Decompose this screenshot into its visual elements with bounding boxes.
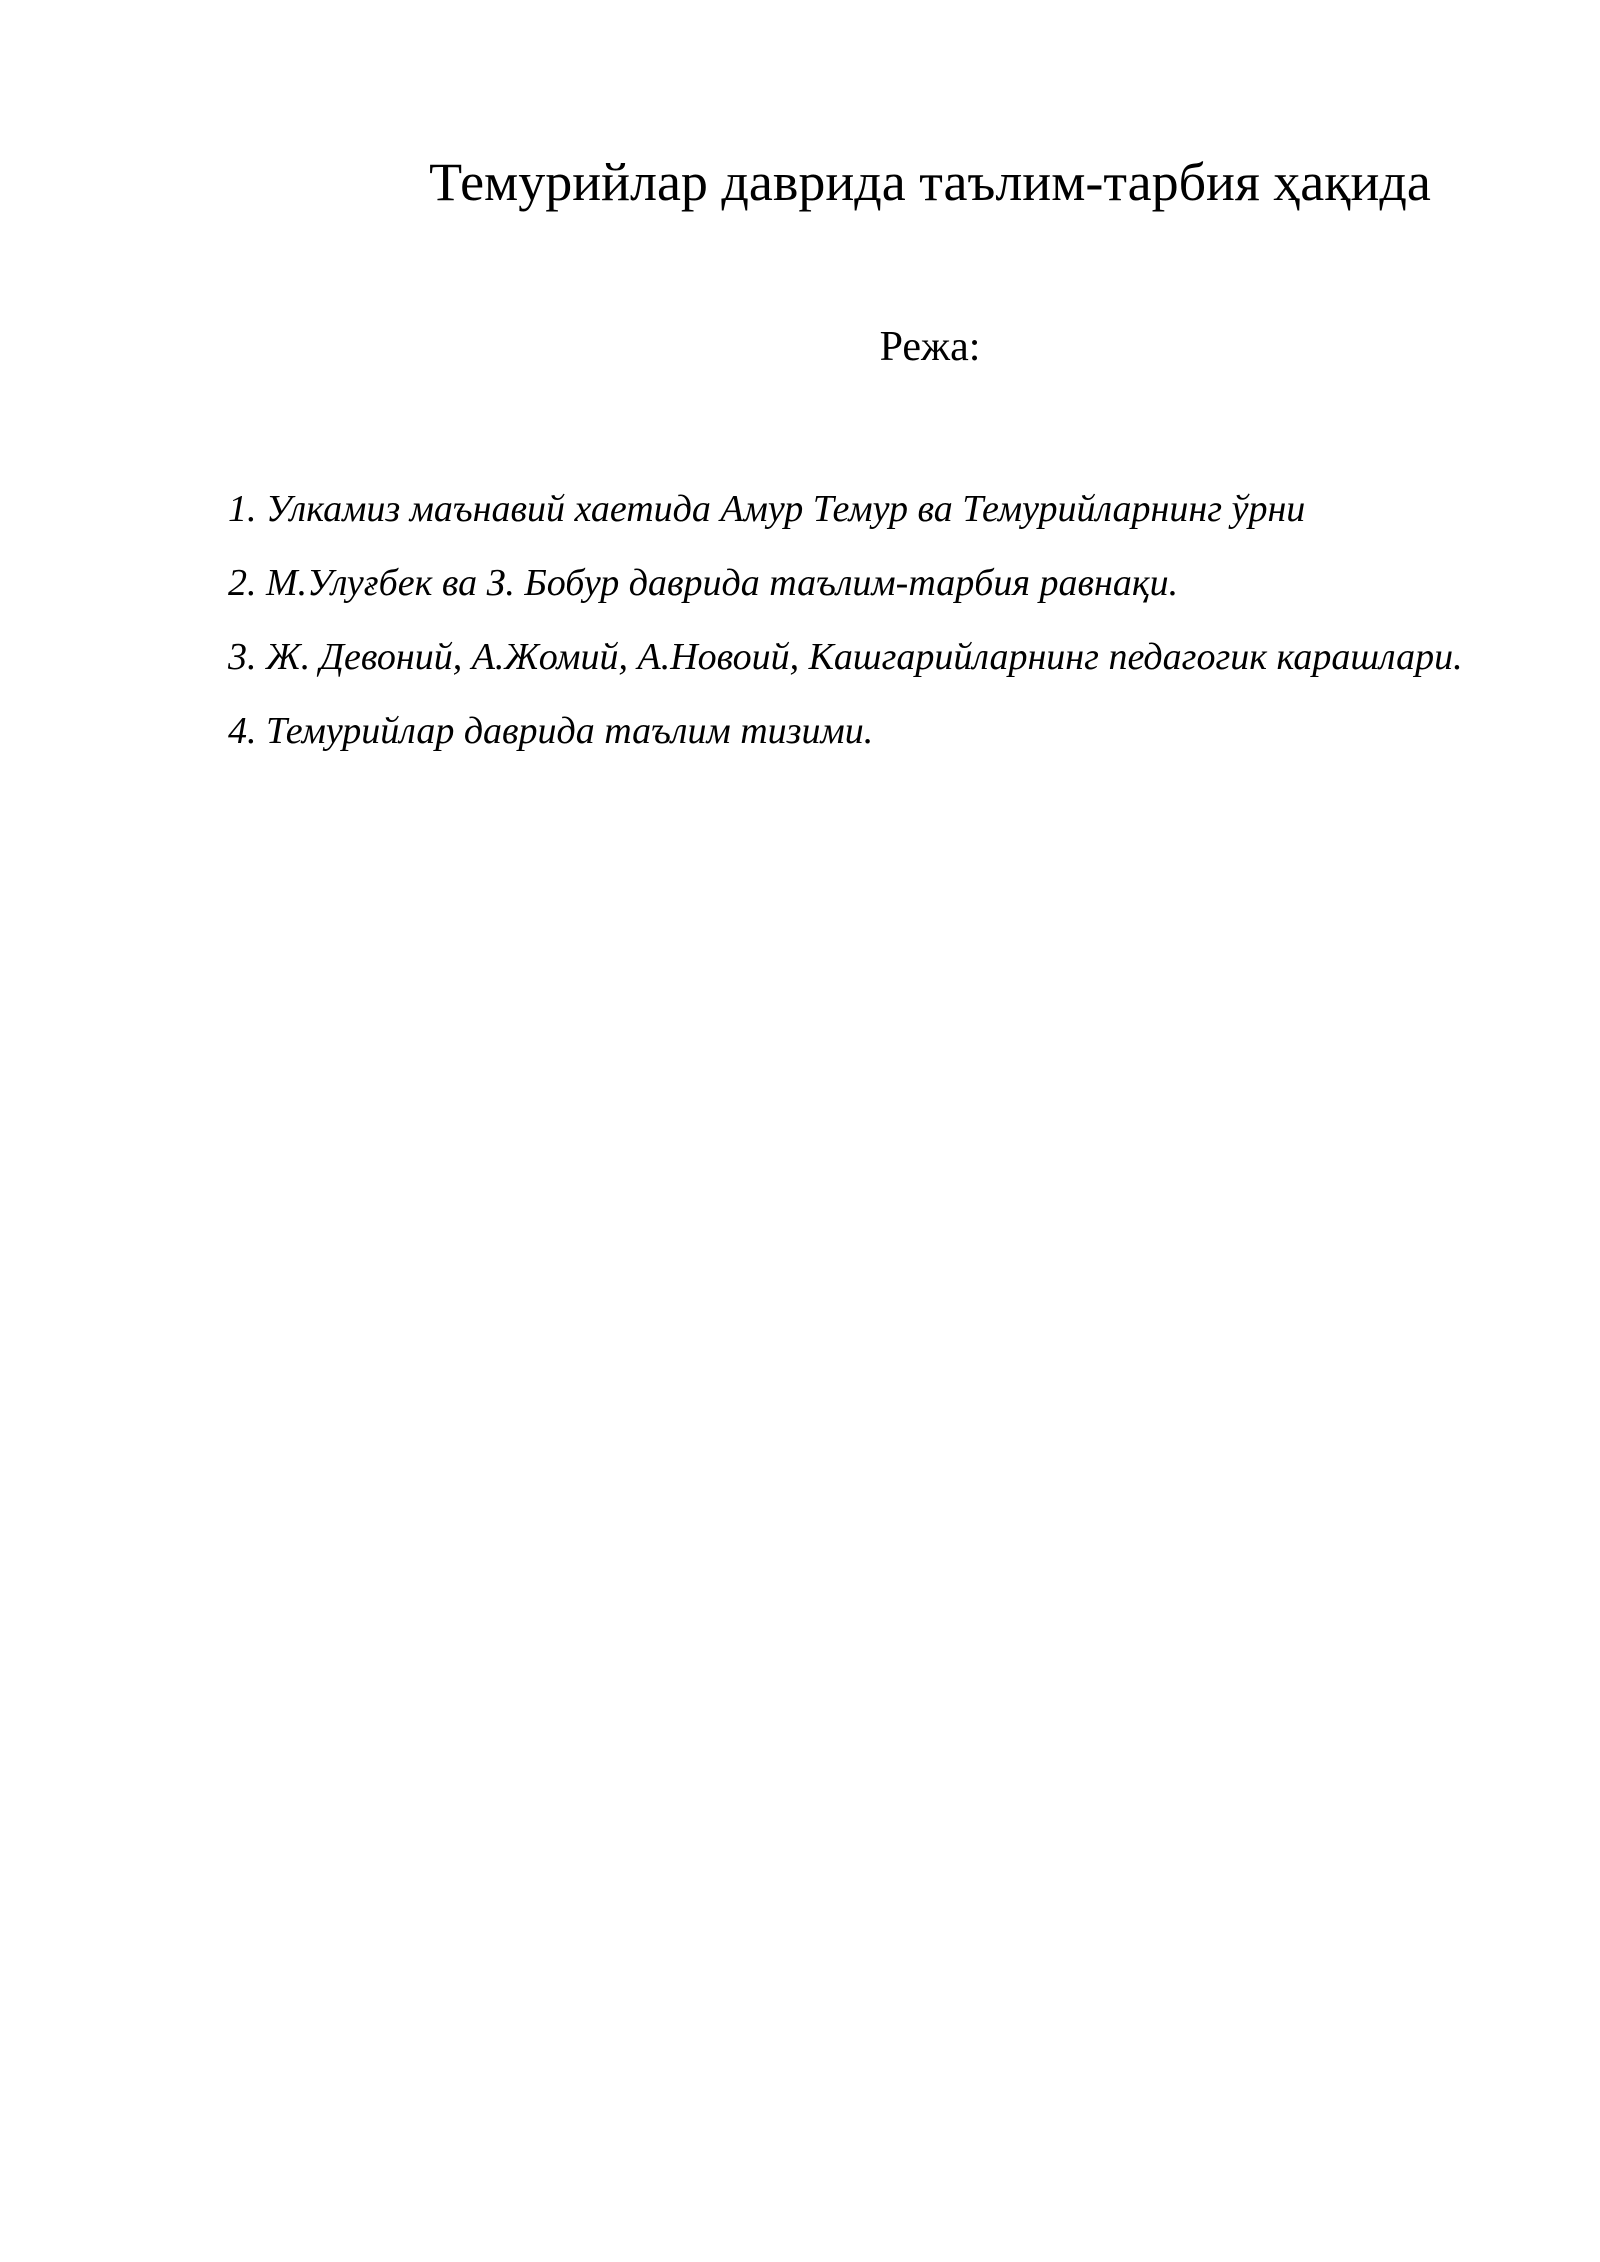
- document-title: Темурийлар даврида таълим-тарбия ҳақида: [429, 152, 1431, 212]
- plan-heading: Режа:: [879, 324, 981, 370]
- plan-item-3: 3. Ж. Девоний, А.Жомий, А.Новоий, Кашгарийларнинг педагогик карашлари.: [228, 636, 1463, 678]
- plan-item-2: 2. М.Улуғбек ва З. Бобур даврида таълим-тарбия равнақи.: [228, 562, 1179, 604]
- plan-list: [228, 472, 1490, 768]
- plan-item-4: 4. Темурийлар даврида таълим тизими.: [228, 710, 874, 752]
- plan-item-1: 1. Улкамиз маънавий хаетида Амур Темур ва Темурийларнинг ўрни: [228, 488, 1306, 530]
